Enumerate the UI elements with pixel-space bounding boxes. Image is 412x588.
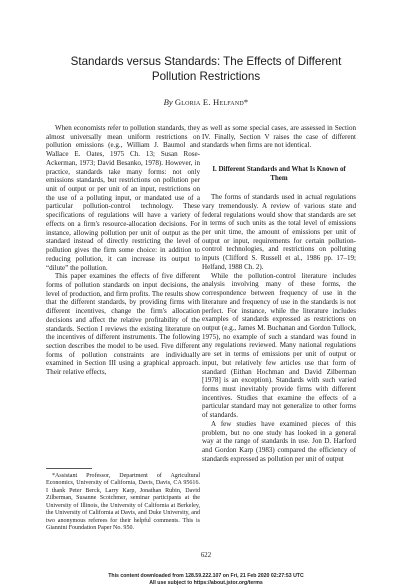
right-column <box>202 124 356 463</box>
title-line-1: Standards versus Standards: The Effects of Different <box>70 55 342 68</box>
article-title <box>30 55 382 84</box>
footnote-divider <box>46 468 92 469</box>
body-paragraph-1: When economists refer to pollution standards, they almost universally mean uniform restrictions on pollution emissions (e.g., William J. Baumol and Wallace E. Oates, 1975 Ch. 13; Susan Rose-Ackerman, 1973; David Besanko, 1978). However, in practice, standards take many forms: not only emissions standards, but restrictions on pollution per unit of output or per unit of an input, restrictions on the use of a polluting input, or mandated use of a particular pollution-control technology. These specifications of regulations will have a variety of effects on a firm's resource-allocation decisions. For instance, allowing pollution per unit of output as the standard instead of directly restricting the level of pollution gives the firm some choice: in addition to reducing pollution, it can increase its output to “dilute” the pollution. <box>46 124 200 272</box>
download-notice-line-2: All use subject to https://about.jstor.org/terms <box>149 579 263 586</box>
body-paragraph-5: A few studies have examined pieces of this problem, but no one study has looked in a general way at the range of standards in use. Jon D. Harford and Gordon Karp (1983) compared the efficiency of standards expressed as pollution per unit of output <box>202 419 356 463</box>
body-paragraph-4: While the pollution-control literature includes analysis involving many of these forms, the correspondence between frequency of use in the literature and frequency of use in the standards is not perfect. For instance, while the literature includes examples of standards expressed as restrictions on output (e.g., James M. Buchanan and Gordon Tullock, 1975), no example of such a standard was found in any regulations reviewed. Many national regulations are set in terms of emissions per unit of output or input, but relatively few articles use that form of standard (Eithan Hochman and David Zilberman [1978] is an exception). Standards with such varied forms must inevitably provide firms with different incentives. Studies that examine the effects of a particular standard may not generalize to other forms of standards. <box>202 271 356 420</box>
title-line-2: Pollution Restrictions <box>151 69 261 83</box>
section-heading: I. Different Standards and What Is Known of Them <box>212 166 346 182</box>
download-notice <box>0 573 412 586</box>
byline-prefix: By <box>163 97 175 107</box>
body-paragraph-3: The forms of standards used in actual regulations vary tremendously. A review of various state and federal regulations would show that standards are set in terms of such units as the total level of emissions per unit time, the amount of emissions per unit of output or input, requirements for certain pollution-control technologies, and restrictions on polluting inputs (Clifford S. Russell et al., 1986 pp. 17–19; Helfand, 1988 Ch. 2). <box>202 193 356 271</box>
body-paragraph-continued: as well as some special cases, are assessed in Section IV. Finally, Section V raises the case of different standards when firms are not identical. <box>202 124 356 150</box>
download-notice-line-1: This content downloaded from 128.59.222.107 on Fri, 21 Feb 2020 02:27:53 UTC <box>108 573 304 579</box>
page-number: 622 <box>200 552 212 559</box>
body-paragraph-2: This paper examines the effects of five different forms of pollution standards on input decisions, the level of production, and firm profits. The results show that the different standards, by providing firms with different incentives, change the firm's allocation decisions and affect the relative profitability of the standards. Section I reviews the existing literature on the incentives of different instruments. The following section describes the model to be used. Five different forms of pollution constraints are individually examined in Section III using a graphical approach. Their relative effects, <box>46 272 200 377</box>
author-footnote: *Assistant Professor, Department of Agricultural Economics, University of California, Davis, Davis, CA 95616. I thank Peter Berck, Larry Karp, Jonathan Rubin, David Zilberman, Susanne Scotchmer, seminar participants at the University of Illinois, the University of California at Berkeley, the University of California at Davis, and Duke University, and two anonymous referees for their helpful comments. This is Giannini Foundation Paper No. 950. <box>46 473 200 532</box>
author-name: Gloria E. Helfand* <box>174 97 249 107</box>
left-column <box>46 124 200 377</box>
byline <box>0 97 412 107</box>
